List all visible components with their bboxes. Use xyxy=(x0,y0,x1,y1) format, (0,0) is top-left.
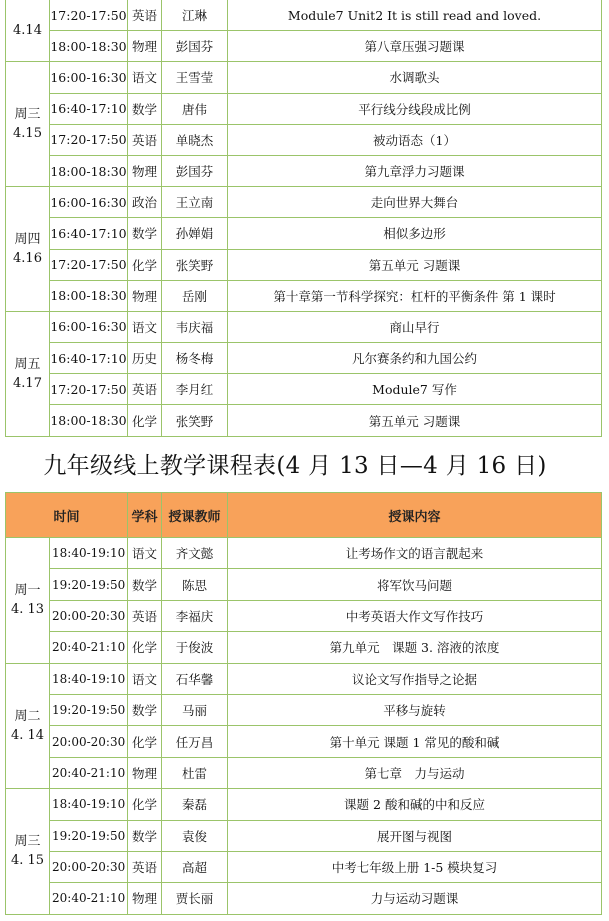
day-cell xyxy=(6,538,50,664)
subject-cell: 物理 xyxy=(128,883,162,914)
table-row xyxy=(6,538,602,569)
teacher-cell: 贾长丽 xyxy=(162,883,228,914)
header-time: 时间 xyxy=(6,493,128,538)
subject-cell: 语文 xyxy=(128,663,162,694)
table-row xyxy=(6,820,602,851)
teacher-cell: 杨冬梅 xyxy=(162,343,228,374)
subject-cell: 化学 xyxy=(128,405,162,436)
day-cell xyxy=(6,187,50,312)
day-cell xyxy=(6,62,50,187)
time-cell: 20:40-21:10 xyxy=(50,883,128,914)
subject-cell: 数学 xyxy=(128,218,162,249)
schedule-table-bottom xyxy=(5,492,602,915)
subject-cell: 物理 xyxy=(128,155,162,186)
day-label: 周三 xyxy=(14,834,41,850)
table-row xyxy=(6,600,602,631)
time-cell: 20:00-20:30 xyxy=(50,851,128,882)
day-label: 周五 xyxy=(14,356,41,372)
schedule-table-top xyxy=(5,0,602,437)
subject-cell: 物理 xyxy=(128,31,162,62)
table-row xyxy=(6,249,602,280)
table-row xyxy=(6,569,602,600)
content-cell: 平行线分线段成比例 xyxy=(228,93,602,124)
content-cell: 平移与旋转 xyxy=(228,694,602,725)
time-cell: 17:20-17:50 xyxy=(50,0,128,31)
teacher-cell: 岳刚 xyxy=(162,280,228,311)
subject-cell: 数学 xyxy=(128,820,162,851)
time-cell: 20:00-20:30 xyxy=(50,600,128,631)
teacher-cell: 王雪莹 xyxy=(162,62,228,93)
subject-cell: 英语 xyxy=(128,374,162,405)
time-cell: 16:00-16:30 xyxy=(50,187,128,218)
time-cell: 19:20-19:50 xyxy=(50,820,128,851)
teacher-cell: 张笑野 xyxy=(162,405,228,436)
time-cell: 18:00-18:30 xyxy=(50,31,128,62)
table-row xyxy=(6,187,602,218)
content-cell: 第五单元 习题课 xyxy=(228,249,602,280)
subject-cell: 物理 xyxy=(128,280,162,311)
date-label: 4. 13 xyxy=(10,602,45,618)
content-cell: 第五单元 习题课 xyxy=(228,405,602,436)
content-cell: 让考场作文的语言靓起来 xyxy=(228,538,602,569)
content-cell: 水调歌头 xyxy=(228,62,602,93)
table-row xyxy=(6,632,602,663)
table-row xyxy=(6,757,602,788)
subject-cell: 英语 xyxy=(128,600,162,631)
time-cell: 18:40-19:10 xyxy=(50,789,128,820)
subject-cell: 语文 xyxy=(128,538,162,569)
table-row xyxy=(6,93,602,124)
header-teacher: 授课教师 xyxy=(162,493,228,538)
schedule-table-bottom-body xyxy=(6,538,602,915)
content-cell: 力与运动习题课 xyxy=(228,883,602,914)
time-cell: 17:20-17:50 xyxy=(50,374,128,405)
table-row xyxy=(6,124,602,155)
subject-cell: 语文 xyxy=(128,62,162,93)
time-cell: 18:00-18:30 xyxy=(50,280,128,311)
day-cell xyxy=(6,0,50,62)
date-label: 4.17 xyxy=(13,375,42,391)
teacher-cell: 高超 xyxy=(162,851,228,882)
subject-cell: 物理 xyxy=(128,757,162,788)
teacher-cell: 石华馨 xyxy=(162,663,228,694)
day-label: 周四 xyxy=(14,232,41,247)
time-cell: 20:40-21:10 xyxy=(50,632,128,663)
teacher-cell: 唐伟 xyxy=(162,93,228,124)
table-row xyxy=(6,280,602,311)
content-cell: 第十章第一节科学探究：杠杆的平衡条件 第 1 课时 xyxy=(228,280,602,311)
teacher-cell: 于俊波 xyxy=(162,632,228,663)
time-cell: 17:20-17:50 xyxy=(50,124,128,155)
subject-cell: 英语 xyxy=(128,124,162,155)
table-row xyxy=(6,374,602,405)
page-heading: 九年级线上教学课程表(4 月 13 日—4 月 16 日) xyxy=(43,453,547,479)
subject-cell: 化学 xyxy=(128,726,162,757)
time-cell: 16:40-17:10 xyxy=(50,93,128,124)
time-cell: 18:40-19:10 xyxy=(50,538,128,569)
teacher-cell: 杜雷 xyxy=(162,757,228,788)
time-cell: 16:00-16:30 xyxy=(50,311,128,342)
table-row xyxy=(6,726,602,757)
content-cell: 第九章浮力习题课 xyxy=(228,155,602,186)
header-subject: 学科 xyxy=(128,493,162,538)
content-cell: 中考英语大作文写作技巧 xyxy=(228,600,602,631)
teacher-cell: 李月红 xyxy=(162,374,228,405)
time-cell: 17:20-17:50 xyxy=(50,249,128,280)
teacher-cell: 陈思 xyxy=(162,569,228,600)
table-row xyxy=(6,405,602,436)
time-cell: 18:00-18:30 xyxy=(50,405,128,436)
content-cell: 第九单元 课题 3. 溶液的浓度 xyxy=(228,632,602,663)
teacher-cell: 王立南 xyxy=(162,187,228,218)
teacher-cell: 江琳 xyxy=(162,0,228,31)
content-cell: 中考七年级上册 1-5 模块复习 xyxy=(228,851,602,882)
teacher-cell: 单晓杰 xyxy=(162,124,228,155)
date-label: 4.14 xyxy=(13,23,42,39)
teacher-cell: 韦庆福 xyxy=(162,311,228,342)
schedule-table-top-body xyxy=(6,0,602,436)
table-row xyxy=(6,789,602,820)
subject-cell: 语文 xyxy=(128,311,162,342)
day-label: 周三 xyxy=(14,107,41,123)
date-label: 4.15 xyxy=(13,126,42,142)
day-label: 周二 xyxy=(14,708,41,724)
table-row xyxy=(6,31,602,62)
teacher-cell: 马丽 xyxy=(162,694,228,725)
subject-cell: 历史 xyxy=(128,343,162,374)
content-cell: 商山早行 xyxy=(228,311,602,342)
day-cell xyxy=(6,789,50,915)
subject-cell: 政治 xyxy=(128,187,162,218)
time-cell: 18:00-18:30 xyxy=(50,155,128,186)
date-label: 4.16 xyxy=(13,251,42,266)
content-cell: Module7 Unit2 It is still read and loved. xyxy=(228,0,602,31)
table-row xyxy=(6,155,602,186)
table-row xyxy=(6,851,602,882)
time-cell: 20:00-20:30 xyxy=(50,726,128,757)
header-content: 授课内容 xyxy=(228,493,602,538)
table-row xyxy=(6,883,602,914)
content-cell: 课题 2 酸和碱的中和反应 xyxy=(228,789,602,820)
subject-cell: 数学 xyxy=(128,93,162,124)
teacher-cell: 彭国芬 xyxy=(162,31,228,62)
date-label: 4. 15 xyxy=(10,853,45,869)
teacher-cell: 任万昌 xyxy=(162,726,228,757)
subject-cell: 数学 xyxy=(128,694,162,725)
subject-cell: 化学 xyxy=(128,632,162,663)
date-label: 4. 14 xyxy=(10,727,45,743)
teacher-cell: 李福庆 xyxy=(162,600,228,631)
time-cell: 20:40-21:10 xyxy=(50,757,128,788)
content-cell: 展开图与视图 xyxy=(228,820,602,851)
teacher-cell: 袁俊 xyxy=(162,820,228,851)
subject-cell: 数学 xyxy=(128,569,162,600)
content-cell: 第八章压强习题课 xyxy=(228,31,602,62)
content-cell: 被动语态（1） xyxy=(228,124,602,155)
subject-cell: 化学 xyxy=(128,249,162,280)
content-cell: 走向世界大舞台 xyxy=(228,187,602,218)
teacher-cell: 孙婵娟 xyxy=(162,218,228,249)
time-cell: 16:00-16:30 xyxy=(50,62,128,93)
content-cell: 第七章 力与运动 xyxy=(228,757,602,788)
subject-cell: 化学 xyxy=(128,789,162,820)
table-row xyxy=(6,663,602,694)
table-row xyxy=(6,694,602,725)
content-cell: 议论文写作指导之论据 xyxy=(228,663,602,694)
content-cell: 相似多边形 xyxy=(228,218,602,249)
content-cell: 凡尔赛条约和九国公约 xyxy=(228,343,602,374)
time-cell: 16:40-17:10 xyxy=(50,343,128,374)
subject-cell: 英语 xyxy=(128,0,162,31)
time-cell: 16:40-17:10 xyxy=(50,218,128,249)
table-row xyxy=(6,343,602,374)
time-cell: 19:20-19:50 xyxy=(50,569,128,600)
table-row xyxy=(6,311,602,342)
time-cell: 18:40-19:10 xyxy=(50,663,128,694)
subject-cell: 英语 xyxy=(128,851,162,882)
time-cell: 19:20-19:50 xyxy=(50,694,128,725)
day-cell xyxy=(6,663,50,789)
day-label: 周一 xyxy=(14,583,41,599)
table-row xyxy=(6,218,602,249)
day-cell xyxy=(6,311,50,436)
content-cell: Module7 写作 xyxy=(228,374,602,405)
teacher-cell: 张笑野 xyxy=(162,249,228,280)
teacher-cell: 秦磊 xyxy=(162,789,228,820)
table-row xyxy=(6,0,602,31)
teacher-cell: 彭国芬 xyxy=(162,155,228,186)
teacher-cell: 齐文懿 xyxy=(162,538,228,569)
header-row xyxy=(6,493,602,538)
table-row xyxy=(6,62,602,93)
content-cell: 第十单元 课题 1 常见的酸和碱 xyxy=(228,726,602,757)
content-cell: 将军饮马问题 xyxy=(228,569,602,600)
